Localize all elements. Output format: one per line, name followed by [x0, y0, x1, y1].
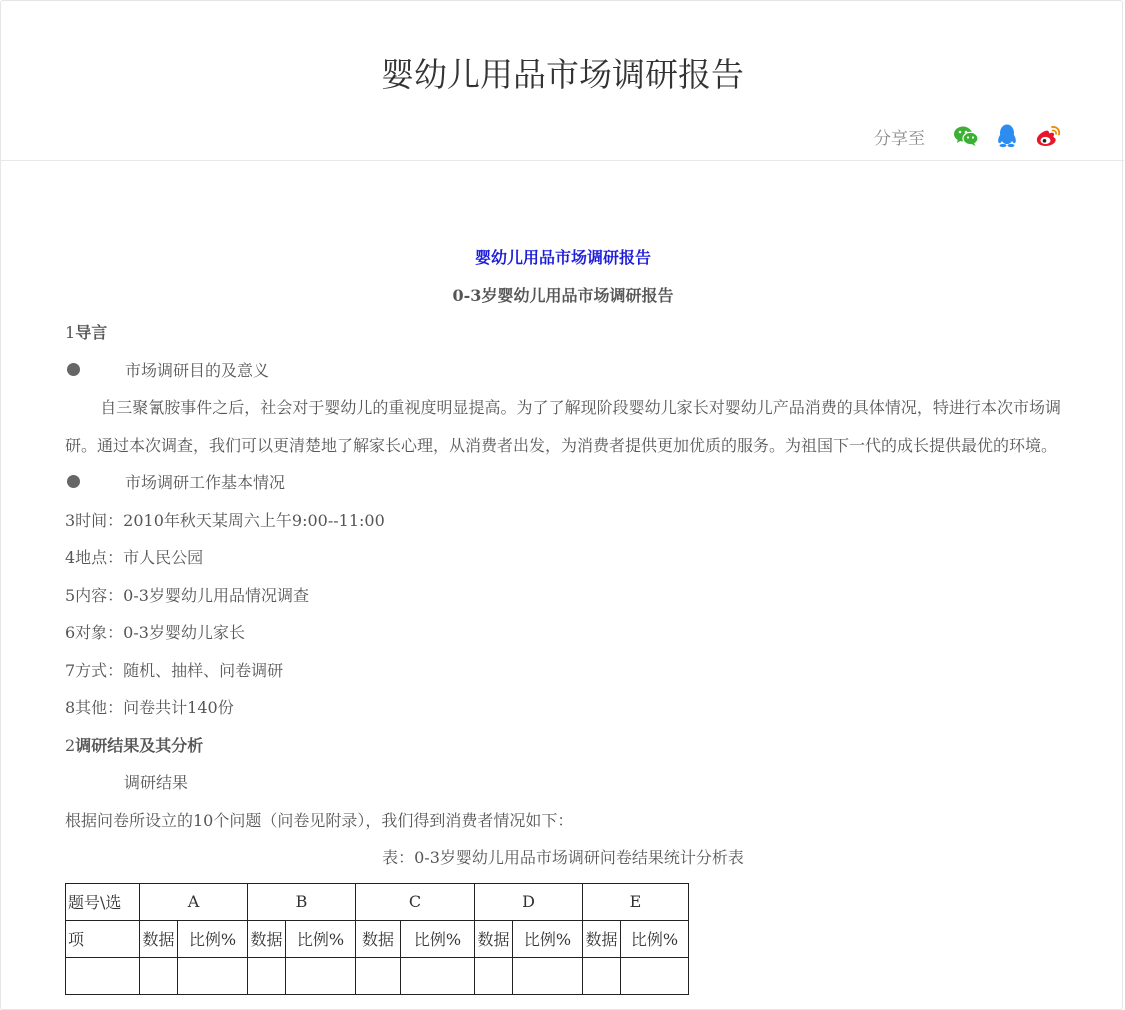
- table-cell: [286, 957, 356, 994]
- column-header-data: 数据: [248, 920, 286, 957]
- column-header-ratio: 比例%: [178, 920, 248, 957]
- column-header-ratio: 比例%: [621, 920, 689, 957]
- option-header: A: [140, 883, 248, 920]
- column-header-ratio: 比例%: [513, 920, 583, 957]
- table-row: [66, 957, 689, 994]
- option-header: B: [248, 883, 356, 920]
- table-cell: [621, 957, 689, 994]
- column-header-ratio: 比例%: [401, 920, 475, 957]
- option-header: D: [475, 883, 583, 920]
- section-number: 1: [65, 323, 76, 342]
- option-header: E: [583, 883, 689, 920]
- sub-heading: 调研结果: [124, 773, 189, 792]
- table-cell: [140, 957, 178, 994]
- section-heading-2: [65, 727, 1061, 765]
- table-caption: 表：0-3岁婴幼儿用品市场调研问卷结果统计分析表: [382, 848, 744, 867]
- document-body: [65, 239, 1061, 995]
- bullet-item: [65, 464, 1061, 502]
- info-line-content: 5内容：0-3岁婴幼儿用品情况调查: [65, 585, 309, 605]
- column-header-data: 数据: [356, 920, 401, 957]
- article-header: [1, 1, 1124, 161]
- document-title: 婴幼儿用品市场调研报告: [474, 248, 651, 267]
- table-cell: [248, 957, 286, 994]
- table-cell: [513, 957, 583, 994]
- results-table: [65, 883, 689, 995]
- wechat-icon[interactable]: [952, 122, 980, 150]
- table-cell: [401, 957, 475, 994]
- table-cell: [356, 957, 401, 994]
- share-bar: [874, 122, 1062, 150]
- column-header-ratio: 比例%: [286, 920, 356, 957]
- share-label: 分享至: [874, 128, 925, 149]
- bullet-icon: [67, 475, 80, 488]
- info-line-target: 6对象：0-3岁婴幼儿家长: [65, 623, 245, 642]
- section-number: 2: [65, 735, 76, 755]
- section-label: 调研结果及其分析: [75, 735, 204, 755]
- table-cell: [583, 957, 621, 994]
- qq-icon[interactable]: [993, 122, 1021, 150]
- column-header-data: 数据: [583, 920, 621, 957]
- column-header-data: 数据: [475, 920, 513, 957]
- option-header: C: [356, 883, 475, 920]
- bullet-text: 市场调研工作基本情况: [125, 473, 286, 492]
- section-heading-1: [65, 314, 1061, 352]
- paragraph: 自三聚氰胺事件之后，社会对于婴幼儿的重视度明显提高。为了了解现阶段婴幼儿家长对婴幼儿产品消费的具体情况，特进行本次市场调研。通过本次调查，我们可以更清楚地了解家长心理，从消费者出发，为消费者提供更加优质的服务。为祖国下一代的成长提供最优的环境。: [65, 398, 1061, 455]
- table-cell: [66, 957, 140, 994]
- table-subheader-row: [66, 920, 689, 957]
- intro-text: 根据问卷所设立的10个问题（问卷见附录），我们得到消费者情况如下：: [65, 810, 574, 830]
- table-cell: [475, 957, 513, 994]
- table-cell: [178, 957, 248, 994]
- weibo-icon[interactable]: [1034, 122, 1062, 150]
- page-title: 婴幼儿用品市场调研报告: [381, 55, 744, 94]
- document-subtitle: 0-3岁婴幼儿用品市场调研报告: [452, 285, 674, 305]
- info-line-place: 4地点：市人民公园: [65, 548, 204, 567]
- section-label: 导言: [75, 323, 108, 342]
- info-line-method: 7方式：随机、抽样、问卷调研: [65, 660, 284, 680]
- info-line-time: 3时间：2010年秋天某周六上午9:00--11:00: [65, 510, 385, 530]
- bullet-icon: [67, 363, 80, 376]
- column-header-data: 数据: [140, 920, 178, 957]
- bullet-item: [65, 352, 1061, 390]
- bullet-text: 市场调研目的及意义: [125, 360, 270, 380]
- info-line-other: 8其他：问卷共计140份: [65, 698, 234, 717]
- table-corner-top: 题号\选: [66, 883, 140, 920]
- table-corner-bottom: 项: [66, 920, 140, 957]
- table-header-row: [66, 883, 689, 920]
